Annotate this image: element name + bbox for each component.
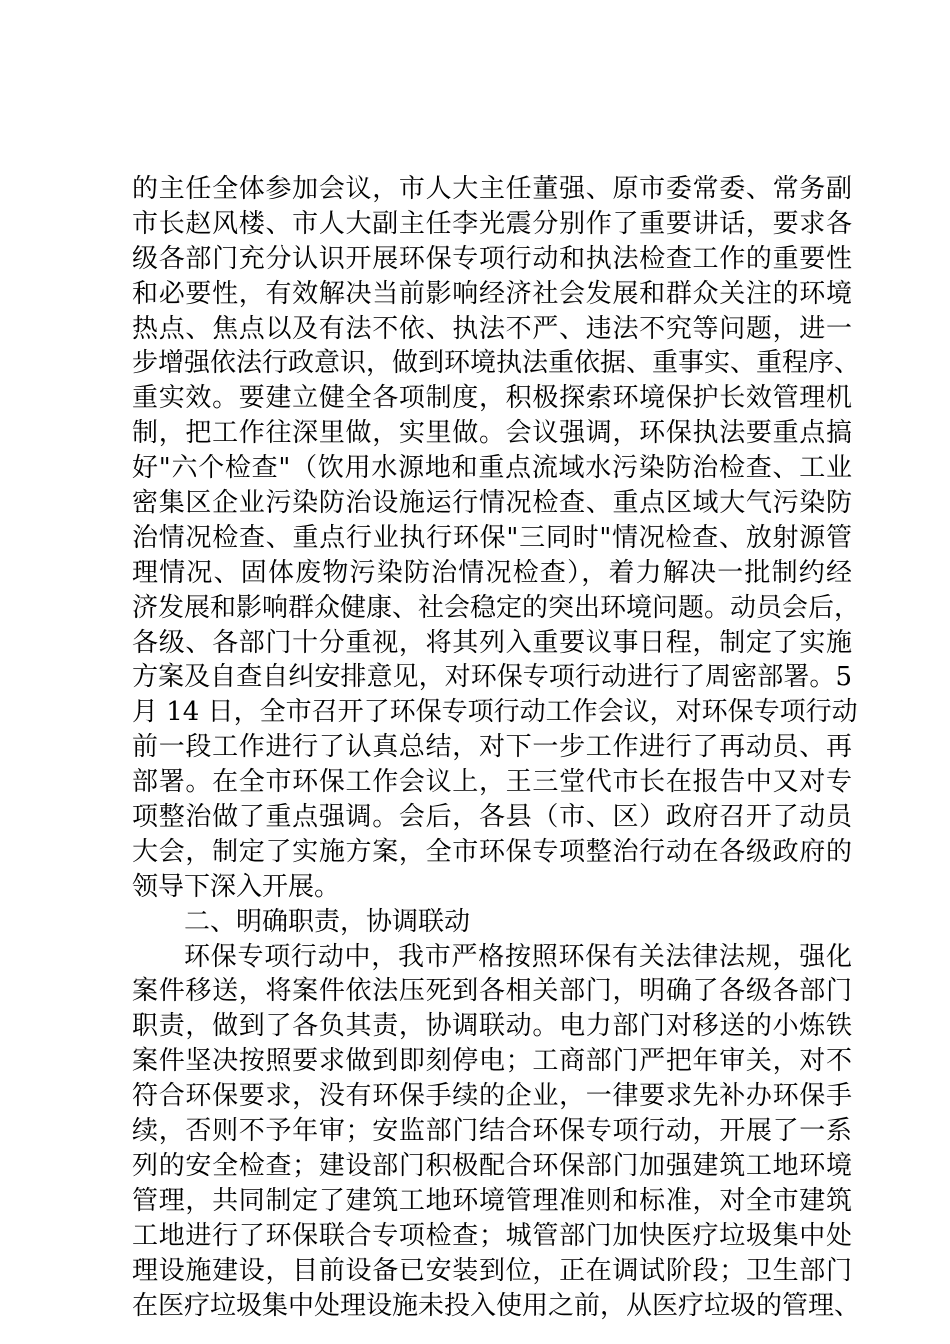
text-line: 济发展和影响群众健康、社会稳定的突出环境问题。动员会后， — [132, 592, 861, 623]
text-line: 续，否则不予年审；安监部门结合环保专项行动，开展了一系 — [132, 1116, 852, 1147]
text-line: 环保专项行动中，我市严格按照环保有关法律法规，强化 — [184, 941, 852, 972]
paragraph-1 — [132, 172, 861, 905]
text-line: 级各部门充分认识开展环保专项行动和执法检查工作的重要性 — [132, 243, 852, 274]
text-line: 好"六个检查"（饮用水源地和重点流域水污染防治检查、工业 — [132, 453, 852, 484]
text-line: 前一段工作进行了认真总结，对下一步工作进行了再动员、再 — [132, 732, 852, 763]
text-line: 密集区企业污染防治设施运行情况检查、重点区域大气污染防 — [132, 488, 852, 519]
document-body — [132, 172, 861, 1323]
text-line: 重实效。要建立健全各项制度，积极探索环境保护长效管理机 — [132, 383, 852, 414]
text-line: 案件移送，将案件依法压死到各相关部门，明确了各级各部门 — [132, 976, 852, 1007]
text-line: 热点、焦点以及有法不依、执法不严、违法不究等问题，进一 — [132, 313, 852, 344]
text-line: 月 14 日，全市召开了环保专项行动工作会议，对环保专项行动 — [132, 697, 858, 728]
text-line: 项整治做了重点强调。会后，各县（市、区）政府召开了动员 — [132, 802, 852, 833]
text-line: 治情况检查、重点行业执行环保"三同时"情况检查、放射源管 — [132, 522, 852, 553]
section-heading — [132, 905, 852, 940]
text-line: 符合环保要求，没有环保手续的企业，一律要求先补办环保手 — [132, 1081, 852, 1112]
text-line: 列的安全检查；建设部门积极配合环保部门加强建筑工地环境 — [132, 1150, 852, 1181]
text-line: 职责，做到了各负其责，协调联动。电力部门对移送的小炼铁 — [132, 1011, 852, 1042]
text-line: 领导下深入开展。 — [132, 871, 341, 902]
text-line: 在医疗垃圾集中处理设施未投入使用之前，从医疗垃圾的管理、 — [132, 1290, 861, 1321]
text-line: 和必要性，有效解决当前影响经济社会发展和群众关注的环境 — [132, 278, 852, 309]
text-line: 制，把工作往深里做，实里做。会议强调，环保执法要重点搞 — [132, 418, 852, 449]
text-line: 方案及自查自纠安排意见，对环保专项行动进行了周密部署。5 — [132, 662, 852, 693]
text-line: 各级、各部门十分重视，将其列入重要议事日程，制定了实施 — [132, 627, 852, 658]
paragraph-2 — [132, 940, 861, 1324]
section-heading-text: 二、明确职责，协调联动 — [184, 906, 471, 937]
text-line: 工地进行了环保联合专项检查；城管部门加快医疗垃圾集中处 — [132, 1220, 852, 1251]
text-line: 的主任全体参加会议，市人大主任董强、原市委常委、常务副 — [132, 174, 852, 204]
text-line: 步增强依法行政意识，做到环境执法重依据、重事实、重程序、 — [132, 348, 861, 379]
text-line: 部署。在全市环保工作会议上，王三堂代市长在报告中又对专 — [132, 767, 852, 798]
text-line: 案件坚决按照要求做到即刻停电；工商部门严把年审关，对不 — [132, 1046, 852, 1077]
text-line: 管理，共同制定了建筑工地环境管理准则和标准，对全市建筑 — [132, 1185, 852, 1216]
text-line: 市长赵风楼、市人大副主任李光震分别作了重要讲话，要求各 — [132, 208, 852, 239]
text-line: 大会，制定了实施方案，全市环保专项整治行动在各级政府的 — [132, 836, 852, 867]
text-line: 理情况、固体废物污染防治情况检查），着力解决一批制约经 — [132, 557, 852, 588]
text-line: 理设施建设，目前设备已安装到位，正在调试阶段；卫生部门 — [132, 1255, 852, 1286]
